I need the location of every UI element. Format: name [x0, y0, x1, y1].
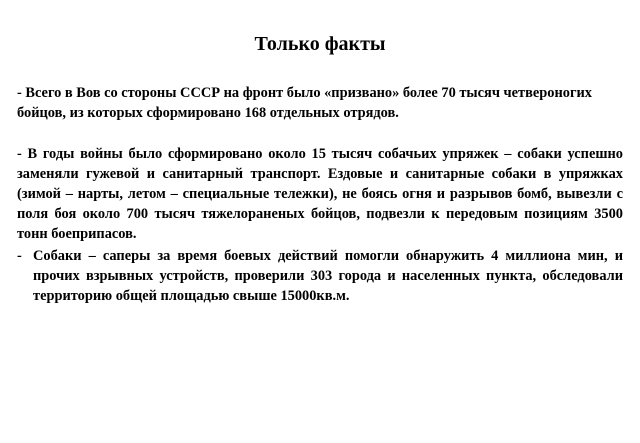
bullet-item: [17, 246, 623, 306]
fact-paragraph-1: - Всего в Вов со стороны СССР на фронт было «призвано» более 70 тысяч четвероногих бойцов, из которых сформировано 168 отдельных отрядов.: [17, 85, 592, 121]
bullet-dash: -: [17, 248, 22, 264]
fact-paragraph-2: - В годы войны было сформировано около 15 тысяч собачьих упряжек – собаки успешно заменяли гужевой и санитарный транспорт. Ездовые и санитарные собаки в упряжках (зимой – нарты, летом – специальные тележки), не боясь огня и разрывов бомб, вывезли с поля боя около 700 тысяч тяжелораненых бойцов, подвезли к передовым позициям 3500 тонн боеприпасов.: [17, 146, 623, 242]
slide-title: Только факты: [254, 33, 386, 55]
bullet-text: Собаки – саперы за время боевых действий помогли обнаружить 4 миллиона мин, и прочих взрывных устройств, проверили 303 города и населенных пункта, обследовали территорию общей площадью свыше 15000кв.м.: [33, 248, 623, 304]
